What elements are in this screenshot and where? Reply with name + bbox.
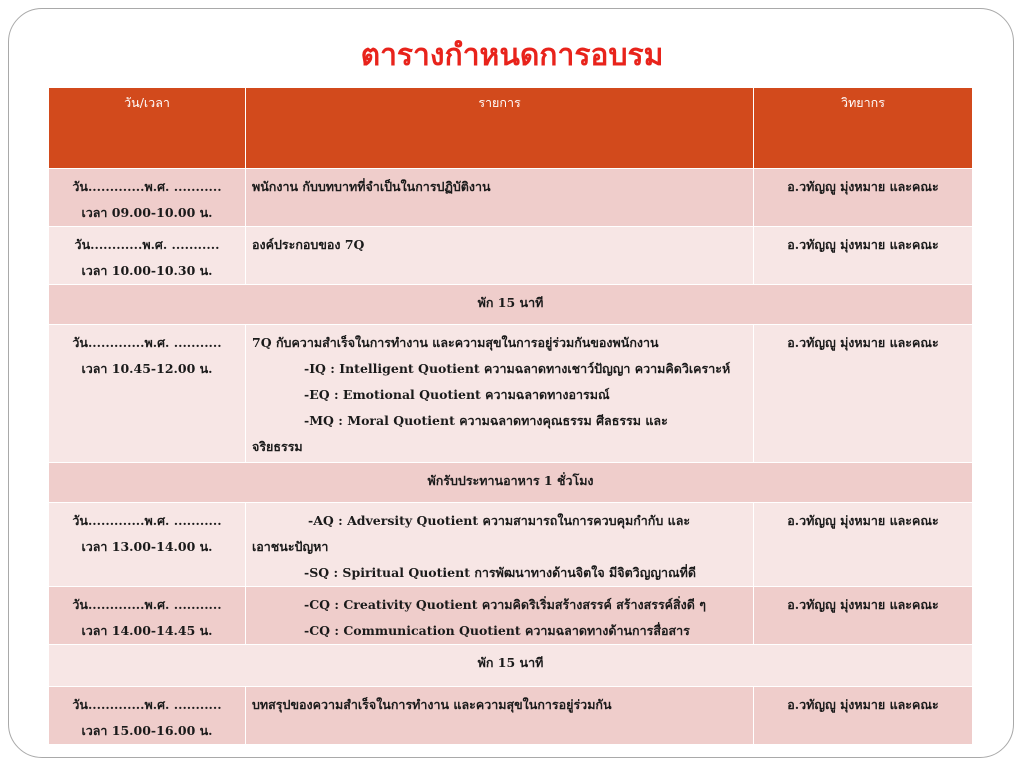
topic-cell [246, 169, 754, 227]
topic-line: 7Q กับความสำเร็จในการทำงาน และความสุขในการอยู่ร่วมกันของพนักงาน [252, 335, 659, 350]
break-label: พัก 15 นาที [49, 645, 973, 687]
speaker-cell: อ.วทัญญู มุ่งหมาย และคณะ [754, 587, 973, 645]
date-label: วัน.............พ.ศ. ........... [72, 597, 222, 612]
time-label: เวลา 15.00-16.00 น. [81, 723, 213, 738]
header-topic: รายการ [246, 88, 754, 169]
table-row [49, 503, 973, 587]
table-header-row [49, 88, 973, 169]
topic-line: -MQ : Moral Quotient ความฉลาดทางคุณธรรม ศีลธรรม และ [304, 413, 668, 428]
time-cell [49, 687, 246, 745]
speaker-cell: อ.วทัญญู มุ่งหมาย และคณะ [754, 503, 973, 587]
date-label: วัน.............พ.ศ. ........... [72, 697, 222, 712]
topic-cell [246, 503, 754, 587]
table-row [49, 687, 973, 745]
date-label: วัน.............พ.ศ. ........... [72, 513, 222, 528]
topic-line: บทสรุปของความสำเร็จในการทำงาน และความสุขในการอยู่ร่วมกัน [252, 697, 612, 712]
table-row [49, 325, 973, 463]
header-time: วัน/เวลา [49, 88, 246, 169]
topic-line: -EQ : Emotional Quotient ความฉลาดทางอารมณ์ [304, 387, 610, 402]
topic-line: เอาชนะปัญหา [252, 539, 329, 554]
break-row [49, 285, 973, 325]
date-label: วัน............พ.ศ. ........... [74, 237, 220, 252]
topic-cell [246, 687, 754, 745]
speaker-cell: อ.วทัญญู มุ่งหมาย และคณะ [754, 325, 973, 463]
date-label: วัน.............พ.ศ. ........... [72, 335, 222, 350]
topic-line: -CQ : Creativity Quotient ความคิดริเริ่มสร้างสรรค์ สร้างสรรค์สิ่งดี ๆ [304, 597, 706, 612]
topic-line: พนักงาน กับบทบาทที่จำเป็นในการปฏิบัติงาน [252, 179, 491, 194]
topic-cell [246, 587, 754, 645]
time-cell [49, 503, 246, 587]
time-cell [49, 169, 246, 227]
speaker-cell: อ.วทัญญู มุ่งหมาย และคณะ [754, 169, 973, 227]
topic-line: จริยธรรม [252, 439, 303, 454]
table-row [49, 227, 973, 285]
time-cell [49, 227, 246, 285]
table-row [49, 169, 973, 227]
table-row [49, 587, 973, 645]
schedule-table [48, 87, 973, 745]
topic-line: -CQ : Communication Quotient ความฉลาดทางด้านการสื่อสาร [304, 623, 690, 638]
date-label: วัน.............พ.ศ. ........... [72, 179, 222, 194]
time-label: เวลา 13.00-14.00 น. [81, 539, 213, 554]
topic-cell [246, 227, 754, 285]
topic-line: -IQ : Intelligent Quotient ความฉลาดทางเชาว์ปัญญา ความคิดวิเคราะห์ [304, 361, 731, 376]
page-title: ตารางกำหนดการอบรม [360, 38, 664, 73]
topic-line: -AQ : Adversity Quotient ความสามารถในการควบคุมกำกับ และ [308, 513, 691, 528]
header-speaker: วิทยากร [754, 88, 973, 169]
time-cell [49, 325, 246, 463]
topic-cell [246, 325, 754, 463]
speaker-cell: อ.วทัญญู มุ่งหมาย และคณะ [754, 227, 973, 285]
break-label: พัก 15 นาที [49, 285, 973, 325]
break-row [49, 463, 973, 503]
time-label: เวลา 14.00-14.45 น. [81, 623, 213, 638]
topic-line: องค์ประกอบของ 7Q [252, 237, 365, 252]
break-label: พักรับประทานอาหาร 1 ชั่วโมง [49, 463, 973, 503]
topic-line: -SQ : Spiritual Quotient การพัฒนาทางด้านจิตใจ มีจิตวิญญาณที่ดี [304, 565, 696, 580]
time-label: เวลา 09.00-10.00 น. [81, 205, 213, 220]
time-label: เวลา 10.45-12.00 น. [81, 361, 213, 376]
time-label: เวลา 10.00-10.30 น. [81, 263, 213, 278]
break-row [49, 645, 973, 687]
time-cell [49, 587, 246, 645]
speaker-cell: อ.วทัญญู มุ่งหมาย และคณะ [754, 687, 973, 745]
